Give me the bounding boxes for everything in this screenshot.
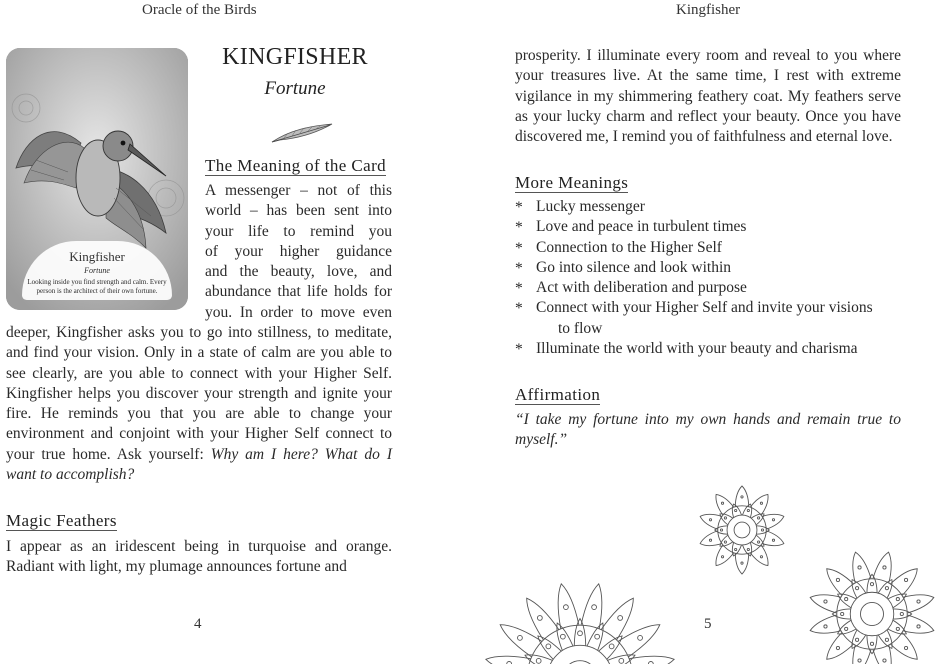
feather-ornament-icon — [270, 122, 334, 146]
bullet-asterisk: * — [515, 280, 523, 298]
affirmation-text: “I take my fortune into my own hands and remain true to myself.” — [515, 411, 901, 449]
page-subtitle: Fortune — [264, 78, 326, 99]
card-subtitle: Fortune — [84, 266, 110, 275]
running-head-left: Oracle of the Birds — [142, 2, 257, 18]
list-item — [515, 298, 915, 339]
heading-meaning-of-card: The Meaning of the Card — [205, 156, 387, 175]
meaning-line: your life to remind you — [205, 222, 392, 240]
page-number-right: 5 — [704, 616, 712, 632]
meaning-line: you. In order to move even — [205, 303, 392, 321]
list-item-text: Connect with your Higher Self and invite your visions — [536, 299, 873, 317]
list-item — [515, 339, 915, 359]
meaning-line: of your higher guidance — [205, 242, 392, 260]
list-item — [515, 238, 915, 258]
meaning-line: A messenger – not of this — [205, 182, 392, 199]
heading-magic-feathers: Magic Feathers — [6, 511, 117, 530]
meaning-line: abundance that life holds for — [205, 283, 392, 301]
card-text: Looking inside you find strength and calm. Every person is the architect of their own fortune. — [27, 278, 167, 295]
right-page — [470, 0, 940, 664]
list-item-text: Lucky messenger — [536, 198, 645, 215]
mandala-ornament-icon — [804, 550, 940, 664]
bullet-asterisk: * — [515, 300, 523, 318]
list-item-text: Illuminate the world with your beauty and charisma — [536, 340, 858, 358]
bullet-asterisk: * — [515, 219, 523, 237]
continuation-text: prosperity. I illuminate every room and reveal to you where your treasures live. At the same time, I rest with extreme vigilance in my shimmering feathery coat. My feathers serve as your lucky charm and reflect your beauty. Once you have discovered me, I remind you of faithfulness and eternal love. — [515, 47, 901, 146]
list-item-text: Connection to the Higher Self — [536, 238, 722, 256]
bullet-asterisk: * — [515, 239, 523, 257]
meaning-question: Why am I here? What do I want to accomplish? — [6, 445, 392, 484]
meaning-text-continued: deeper, Kingfisher asks you to go into stillness, to meditate, and find your vision. Only in a state of calm are you able to see clearly, are you able to connect with your Higher Self. Kingfisher helps you discover your strength and ignite your fire. He reminds you that you are able to change your environment and conjoint with your Higher Self connect to your true home. Ask yourself: — [6, 324, 392, 463]
bullet-asterisk: * — [515, 259, 523, 277]
meaning-text-narrow — [205, 181, 392, 323]
page-title: KINGFISHER — [222, 44, 368, 70]
list-item-text: Act with deliberation and purpose — [536, 279, 747, 297]
heading-more-meanings: More Meanings — [515, 173, 629, 192]
list-item — [515, 278, 915, 298]
list-item — [515, 217, 915, 237]
meaning-line: and the beauty, love, and — [205, 263, 392, 281]
magic-feathers-text: I appear as an iridescent being in turquoise and orange. Radiant with light, my plumage announces fortune and — [6, 538, 392, 576]
oracle-card — [6, 48, 188, 310]
list-item — [515, 258, 915, 278]
bullet-asterisk: * — [515, 199, 523, 216]
list-item-text: Love and peace in turbulent times — [536, 218, 747, 236]
card-caption — [22, 241, 172, 300]
card-title: Kingfisher — [69, 249, 125, 264]
list-item — [515, 197, 915, 217]
meaning-line: world – has been sent into — [205, 202, 392, 220]
mandala-ornament-icon — [480, 578, 680, 664]
bullet-asterisk: * — [515, 341, 523, 359]
list-item-continuation: to flow — [558, 319, 603, 337]
page-number-left: 4 — [194, 616, 202, 632]
list-item-text: Go into silence and look within — [536, 258, 732, 276]
meaning-text-wide — [6, 323, 392, 485]
more-meanings-list — [515, 197, 915, 359]
heading-affirmation: Affirmation — [515, 385, 601, 404]
mandala-ornament-icon — [694, 482, 790, 578]
running-head-right: Kingfisher — [676, 2, 741, 18]
